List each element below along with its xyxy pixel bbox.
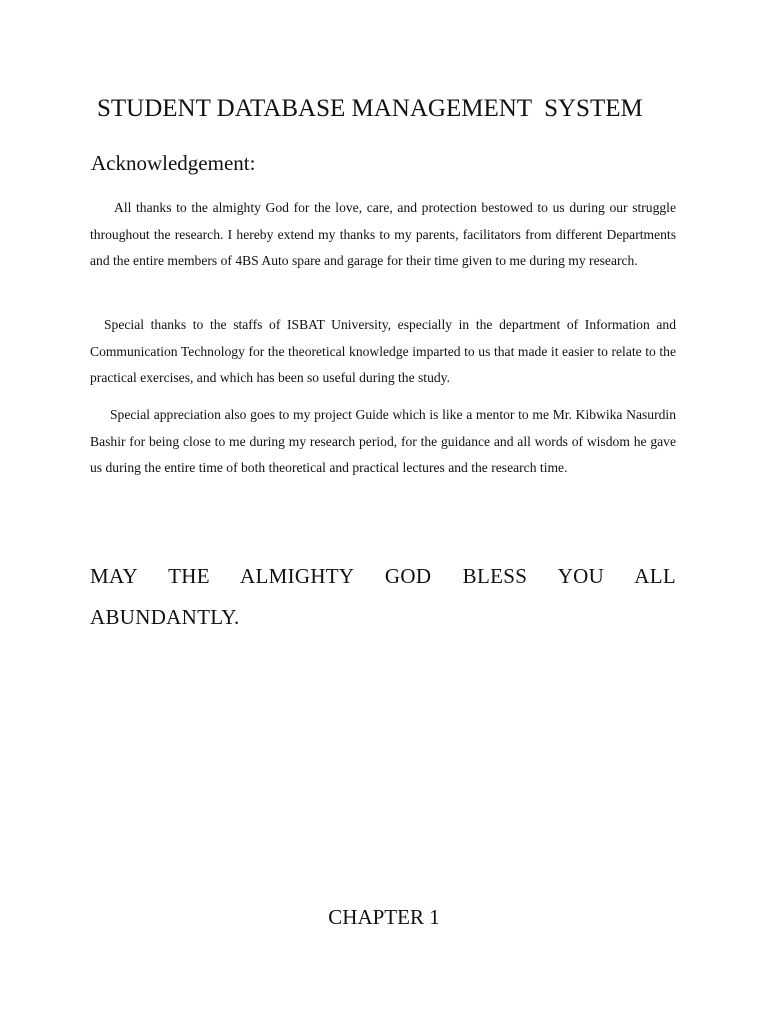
acknowledgement-paragraph-1: [90, 195, 676, 275]
document-title: STUDENT DATABASE MANAGEMENT SYSTEM: [97, 95, 643, 122]
blessing-text: [90, 556, 676, 638]
blessing-line-1: MAY THE ALMIGHTY GOD BLESS YOU ALL: [90, 564, 676, 588]
acknowledgement-paragraph-3: [90, 402, 676, 482]
chapter-heading: CHAPTER 1: [328, 905, 440, 929]
acknowledgement-paragraph-2: [90, 312, 676, 392]
paragraph-2-text: Special thanks to the staffs of ISBAT University, especially in the department of Information and Communication Technology for the theoretical knowledge imparted to us that made it easier to relate to the practical exercises, and which has been so useful during the study.: [90, 317, 676, 385]
acknowledgement-heading: Acknowledgement:: [91, 151, 256, 175]
blessing-line-2: ABUNDANTLY.: [90, 605, 240, 629]
paragraph-3-text: Special appreciation also goes to my project Guide which is like a mentor to me Mr. Kibwika Nasurdin Bashir for being close to me during my research period, for the guidance and all words of wisdom he gave us during the entire time of both theoretical and practical lectures and the research time.: [90, 407, 676, 475]
paragraph-1-text: All thanks to the almighty God for the love, care, and protection bestowed to us during our struggle throughout the research. I hereby extend my thanks to my parents, facilitators from different Departments and the entire members of 4BS Auto spare and garage for their time given to me during my research.: [90, 200, 676, 268]
